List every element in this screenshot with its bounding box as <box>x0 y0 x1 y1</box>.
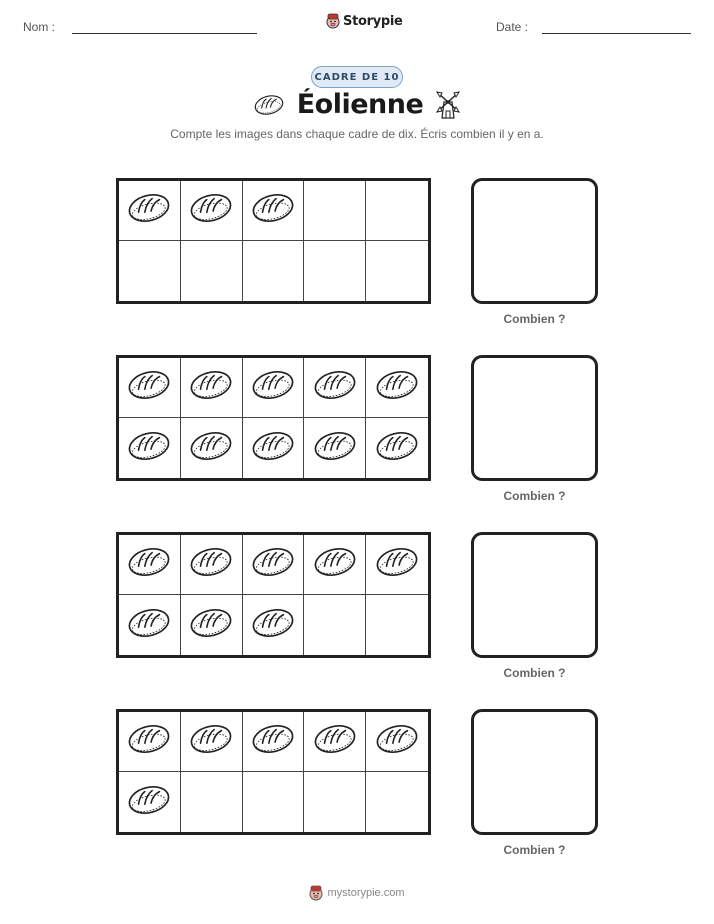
ten-frame-cell <box>366 535 428 595</box>
bread-loaf-icon <box>251 723 295 760</box>
brand-name: Storypie <box>343 13 403 29</box>
ten-frame <box>116 178 431 304</box>
ten-frame-cell <box>119 418 181 478</box>
ten-frame-cell <box>366 358 428 418</box>
bread-loaf-icon <box>189 607 233 644</box>
worksheet-title: Éolienne <box>296 89 424 120</box>
bread-loaf-icon <box>189 723 233 760</box>
bread-loaf-icon <box>127 723 171 760</box>
ten-frame <box>116 709 431 835</box>
bread-loaf-icon <box>251 430 295 467</box>
bread-loaf-icon <box>375 430 419 467</box>
bread-loaf-icon <box>313 430 357 467</box>
answer-box[interactable] <box>471 709 598 835</box>
brand-logo <box>326 13 403 29</box>
ten-frame-cell <box>366 712 428 772</box>
bread-loaf-icon <box>189 192 233 229</box>
date-line[interactable] <box>542 33 691 34</box>
ten-frame-cell <box>243 772 305 832</box>
ten-frame-cell <box>243 241 305 301</box>
ten-frame-cell <box>181 241 243 301</box>
ten-frame-cell <box>181 595 243 655</box>
name-label: Nom : <box>23 20 56 34</box>
ten-frame-cell <box>181 772 243 832</box>
bread-loaf-icon <box>127 784 171 821</box>
ten-frame-cell <box>243 712 305 772</box>
ten-frame-cell <box>304 181 366 241</box>
bread-loaf-icon <box>189 546 233 583</box>
bread-loaf-icon <box>127 192 171 229</box>
ten-frame-cell <box>366 772 428 832</box>
title-row <box>0 89 714 120</box>
bread-loaf-icon <box>313 369 357 406</box>
ten-frame-cell <box>304 595 366 655</box>
answer-box[interactable] <box>471 355 598 481</box>
ten-frame-cell <box>181 358 243 418</box>
ten-frame-cell <box>304 772 366 832</box>
ten-frame-cell <box>304 241 366 301</box>
bread-loaf-icon <box>251 546 295 583</box>
ten-frame-cell <box>304 535 366 595</box>
bread-loaf-icon <box>189 430 233 467</box>
ten-frame-cell <box>119 772 181 832</box>
ten-frame-cell <box>366 418 428 478</box>
pig-mascot-icon <box>326 13 340 29</box>
bread-loaf-icon <box>375 369 419 406</box>
bread-loaf-icon <box>189 369 233 406</box>
date-label: Date : <box>496 20 529 34</box>
bread-loaf-icon <box>251 369 295 406</box>
bread-loaf-icon <box>127 430 171 467</box>
answer-label: Combien ? <box>503 843 566 857</box>
ten-frame-cell <box>119 595 181 655</box>
worksheet-type-badge: CADRE DE 10 <box>311 66 403 88</box>
footer-url[interactable]: mystorypie.com <box>327 887 405 899</box>
bread-loaf-icon <box>127 607 171 644</box>
ten-frame-cell <box>119 712 181 772</box>
answer-label: Combien ? <box>503 312 566 326</box>
footer <box>0 885 714 901</box>
ten-frame <box>116 532 431 658</box>
bread-loaf-icon <box>313 723 357 760</box>
bread-loaf-icon <box>127 546 171 583</box>
name-line[interactable] <box>72 33 257 34</box>
ten-frame-cell <box>119 358 181 418</box>
ten-frame-cell <box>304 358 366 418</box>
instructions: Compte les images dans chaque cadre de dix. Écris combien il y en a. <box>170 127 544 141</box>
ten-frame-cell <box>181 181 243 241</box>
ten-frame-cell <box>304 712 366 772</box>
ten-frame-cell <box>366 595 428 655</box>
bread-loaf-icon <box>251 607 295 644</box>
answer-label: Combien ? <box>503 666 566 680</box>
ten-frame-cell <box>119 181 181 241</box>
bread-loaf-icon <box>313 546 357 583</box>
answer-box[interactable] <box>471 532 598 658</box>
bread-loaf-icon <box>251 192 295 229</box>
ten-frame-cell <box>181 712 243 772</box>
ten-frame-cell <box>243 358 305 418</box>
ten-frame-cell <box>243 595 305 655</box>
bread-loaf-icon <box>127 369 171 406</box>
ten-frame-cell <box>243 535 305 595</box>
ten-frame-cell <box>181 418 243 478</box>
windmill-icon <box>435 90 461 120</box>
ten-frame-cell <box>366 241 428 301</box>
pig-mascot-icon <box>309 885 323 901</box>
bread-icon <box>253 94 285 116</box>
bread-loaf-icon <box>375 723 419 760</box>
ten-frame-cell <box>119 535 181 595</box>
answer-box[interactable] <box>471 178 598 304</box>
bread-loaf-icon <box>375 546 419 583</box>
ten-frame-cell <box>304 418 366 478</box>
ten-frame-cell <box>181 535 243 595</box>
answer-label: Combien ? <box>503 489 566 503</box>
ten-frame-cell <box>243 418 305 478</box>
ten-frame-cell <box>119 241 181 301</box>
ten-frame-cell <box>243 181 305 241</box>
ten-frame <box>116 355 431 481</box>
ten-frame-cell <box>366 181 428 241</box>
